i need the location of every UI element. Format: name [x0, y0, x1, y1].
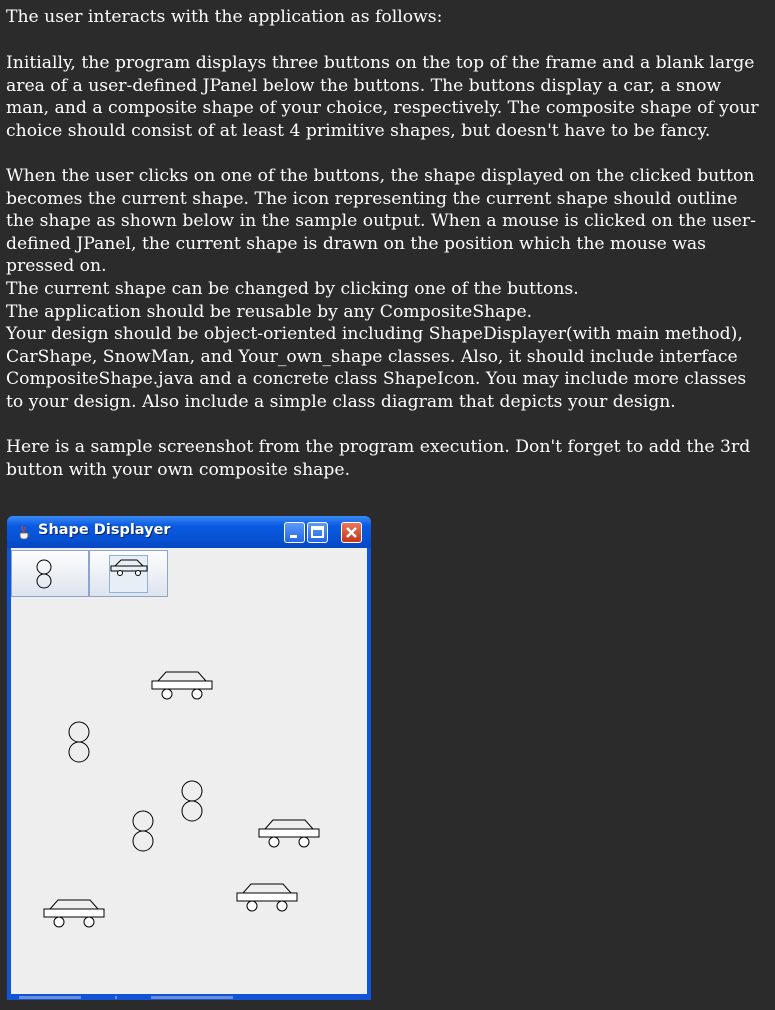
- maximize-button[interactable]: [307, 522, 328, 543]
- instruction-paragraph-sample: [6, 436, 768, 481]
- java-cup-icon: [16, 524, 32, 540]
- drawn-car-shape: [44, 900, 104, 927]
- instruction-paragraph-clicks: [6, 165, 768, 278]
- cutoff-element: [19, 996, 81, 999]
- instruction-paragraph-initial: [6, 52, 768, 142]
- minimize-button[interactable]: [284, 522, 305, 543]
- window-title: Shape Displayer: [38, 522, 171, 538]
- drawn-car-shape: [237, 884, 297, 911]
- window-bottom-border: [11, 994, 367, 1000]
- snowman-icon: [12, 551, 90, 598]
- instruction-text: Here is a sample screenshot from the program execution. Don't forget to add the 3rd button with your own composite shape.: [6, 437, 751, 480]
- cutoff-element: [115, 996, 117, 999]
- shape-displayer-window: [7, 516, 371, 1000]
- shape-drawing-panel[interactable]: [11, 597, 367, 1000]
- instruction-text: When the user clicks on one of the buttons, the shape displayed on the clicked button becomes the current shape. The icon representing the current shape should outline the shape as shown below in the sample output. When a mouse is clicked on the user-defined JPanel, the current shape is drawn on the position which the mouse was pressed on.: [6, 166, 756, 276]
- drawn-snowman-shape: [133, 811, 153, 851]
- instruction-text: Your design should be object-oriented including ShapeDisplayer(with main method), CarShape, SnowMan, and Your_own_shape classes. Also, it should include interface CompositeShape.java and a concrete class ShapeIcon. You may include more classes to your design. Also include a simple class diagram that depicts your design.: [6, 324, 747, 412]
- instruction-text: The current shape can be changed by clicking one of the buttons.: [6, 279, 579, 299]
- drawn-car-shape: [152, 672, 212, 699]
- maximize-icon: [308, 523, 327, 542]
- car-shape-button[interactable]: [89, 550, 168, 597]
- window-titlebar[interactable]: [7, 516, 371, 548]
- drawn-snowman-shape: [69, 722, 89, 762]
- window-client-area: [11, 548, 367, 1000]
- instruction-text: The application should be reusable by any CompositeShape.: [6, 301, 533, 322]
- instruction-paragraph-design: [6, 278, 768, 413]
- drawn-car-shape: [259, 820, 319, 847]
- cutoff-element: [151, 996, 233, 999]
- close-icon: [342, 523, 361, 542]
- instruction-text: The user interacts with the application as follows:: [6, 7, 443, 27]
- snowman-shape-button[interactable]: [11, 550, 89, 597]
- minimize-icon: [285, 523, 304, 542]
- close-button[interactable]: [341, 522, 362, 543]
- instruction-text: Initially, the program displays three buttons on the top of the frame and a blank large area of a user-defined JPanel below the buttons. The buttons display a car, a snow man, and a composite shape of your choice, respectively. The composite shape of your choice should consist of at least 4 primitive shapes, but doesn't have to be fancy.: [6, 53, 759, 141]
- instruction-intro: [6, 6, 768, 29]
- drawn-snowman-shape: [182, 781, 202, 821]
- car-icon: [90, 551, 169, 598]
